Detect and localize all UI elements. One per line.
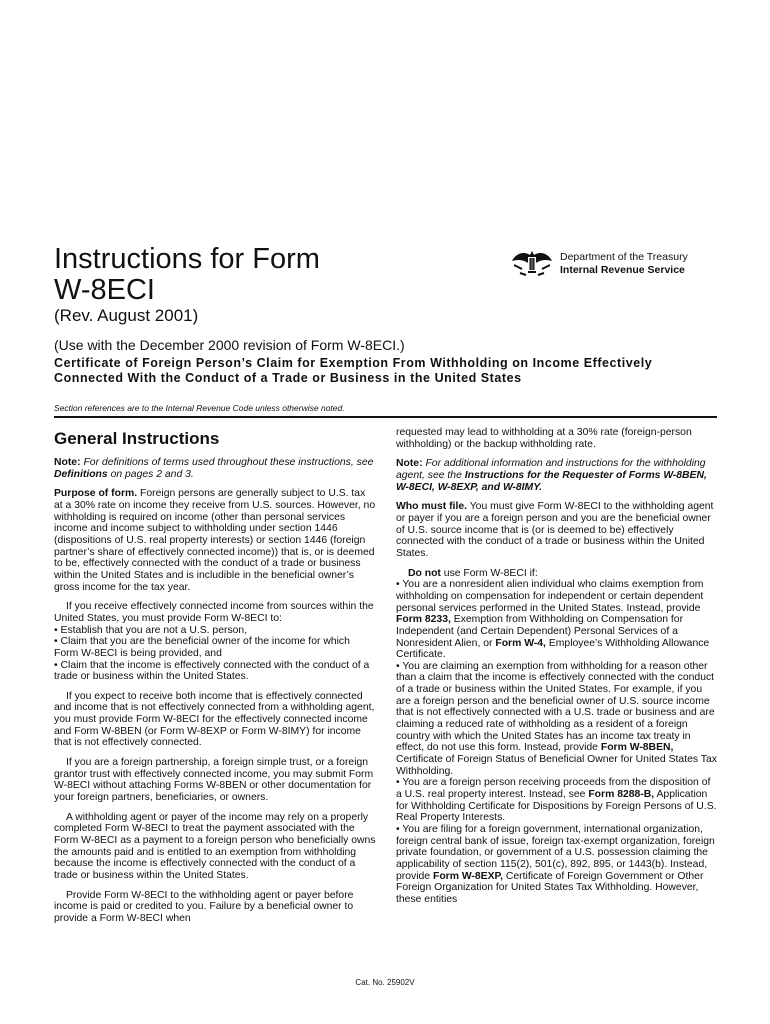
do-not-use-intro: Do not use Form W-8ECI if: xyxy=(408,567,538,579)
expect-paragraph: If you expect to receive both income that is effectively connected and income that is not effectively connected from a withholding agent, you must provide Form W-8ECI for the effectively connected income and Form W-8BEN (or Form W-8EXP or Form W-8IMY) for income that is not effectively connected. xyxy=(54,690,375,749)
bullet-item: • Establish that you are not a U.S. person, xyxy=(54,624,248,636)
department-name: Department of the Treasury xyxy=(560,251,688,263)
title-line-2: W-8ECI xyxy=(54,274,155,306)
agency-name: Internal Revenue Service xyxy=(560,263,685,276)
left-column xyxy=(54,427,376,925)
use-note: (Use with the December 2000 revision of Form W-8ECI.) xyxy=(54,337,405,353)
bullet-item: • You are claiming an exemption from withholding for a reason other than a claim that the income is effectively connected with the conduct of a trade or business within the United States. For example, if you are a foreign person and the beneficial owner of U.S. source income that is not effectively connected with a U.S. trade or business and are claiming a reduced rate of withholding as a resident of a foreign country with which the United States has an income tax treaty in effect, do not use this form. Instead, provide Form W-8BEN, Certificate of Foreign Status of Beneficial Owner for United States Tax Withholding. xyxy=(396,660,717,777)
receive-paragraph: If you receive effectively connected income from sources within the United States, you must provide Form W-8ECI to: xyxy=(54,601,374,624)
bullet-item: • You are a nonresident alien individual who claims exemption from withholding on compensation for independent or certain dependent personal services performed in the United States. Instead, provide Form 8233, Exemption from Withholding on Compensation for Independent (and Certain Dependent) Personal Services of a Nonresident Alien, or Form W-4, Employee’s Withholding Allowance Certificate. xyxy=(396,579,710,661)
right-column xyxy=(396,427,718,906)
definitions-note: Note: For definitions of terms used throughout these instructions, see Definitions on pages 2 and 3. xyxy=(54,457,374,480)
bullet-item: • Claim that you are the beneficial owner of the income for which Form W-8ECI is being provided, and xyxy=(54,636,350,659)
withholding-agent-paragraph: A withholding agent or payer of the income may rely on a properly completed Form W-8ECI to treat the payment associated with the Form W-8ECI as a payment to a foreign person who beneficially owns the amounts paid and is entitled to an exemption from withholding because the income is effectively connected with the conduct of a trade or business within the United States. xyxy=(54,811,376,881)
revision-date: (Rev. August 2001) xyxy=(54,306,199,325)
bullet-item: • You are filing for a foreign government, international organization, foreign central bank of issue, foreign tax-exempt organization, foreign private foundation, or government of a U.S. possession claiming the applicability of section 115(2), 501(c), 892, 895, or 1443(b). Instead, provide Form W-8EXP, Certificate of Foreign Government or Other Foreign Organization for United States Tax Withholding. However, these entities xyxy=(396,824,715,905)
certificate-title: Certificate of Foreign Person’s Claim for Exemption From Withholding on Income Effectively Connected With the Conduct of a Trade or Business in the United States xyxy=(54,356,653,385)
provide-paragraph: Provide Form W-8ECI to the withholding agent or payer before income is paid or credited to you. Failure by a beneficial owner to provide a Form W-8ECI when xyxy=(54,889,354,924)
section-heading: General Instructions xyxy=(54,429,220,448)
purpose-of-form-paragraph: Purpose of form. Foreign persons are generally subject to U.S. tax at a 30% rate on income they receive from U.S. sources. However, no withholding is required on income (other than personal services income and income subject to withholding under section 1446 (dispositions of U.S. real property interests) or section 1446 (foreign partner’s share of effectively connected income)) that is, or is deemed to be, effectively connected with the conduct of a trade or business within the United States and is includible in the beneficial owner’s gross income for the tax year. xyxy=(54,488,376,593)
partnership-paragraph: If you are a foreign partnership, a foreign simple trust, or a foreign grantor trust with effectively connected income, you may submit Form W-8ECI without attaching Forms W-8BEN or other documentation for your foreign partners, beneficiaries, or owners. xyxy=(54,757,374,804)
requester-note: Note: For additional information and instructions for the withholding agent, see the Instructions for the Requester of Forms W-8BEN, W-8ECI, W-8EXP, and W-8IMY. xyxy=(396,458,707,493)
continued-paragraph: requested may lead to withholding at a 30% rate (foreign-person withholding) or the backup withholding rate. xyxy=(396,427,692,450)
catalog-number: Cat. No. 25902V xyxy=(355,978,415,987)
header-divider xyxy=(54,416,717,418)
title-line-1: Instructions for Form xyxy=(54,243,320,275)
irs-eagle-logo-icon xyxy=(510,247,554,279)
bullet-item: • Claim that the income is effectively connected with the conduct of a trade or business within the United States. xyxy=(54,659,370,683)
who-must-file-paragraph: Who must file. You must give Form W-8ECI to the withholding agent or payer if you are a foreign person and you are the beneficial owner of U.S. source income that is (or is deemed to be) effectively connected with the conduct of a trade or business within the United States. xyxy=(396,501,714,559)
bullet-item: • You are a foreign person receiving proceeds from the disposition of a U.S. real property interest. Instead, see Form 8288-B, Application for Withholding Certificate for Dispositions by Foreign Persons of U.S. Real Property Interests. xyxy=(396,777,717,824)
document-title xyxy=(54,244,320,306)
section-references-note: Section references are to the Internal Revenue Code unless otherwise noted. xyxy=(54,403,345,413)
agency-block xyxy=(560,251,688,276)
